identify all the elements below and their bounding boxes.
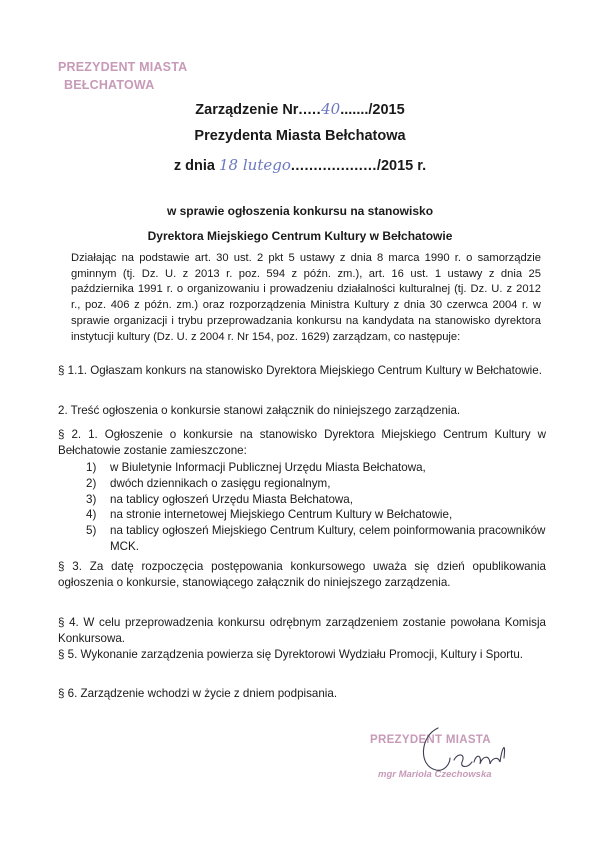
list-item: 4) na stronie internetowej Miejskiego Centrum Kultury w Bełchatowie,	[86, 508, 453, 522]
section-1-1: § 1.1. Ogłaszam konkurs na stanowisko Dyrektora Miejskiego Centrum Kultury w Bełchatowie.	[58, 364, 542, 377]
list-item: 1) w Biuletynie Informacji Publicznej Urzędu Miasta Bełchatowa,	[86, 461, 426, 474]
subject-line-1: w sprawie ogłoszenia konkursu na stanowisko	[166, 204, 434, 218]
president-stamp: PREZYDENT MIASTA	[370, 734, 491, 746]
handwritten-signature	[410, 718, 520, 788]
list-item: 3) na tablicy ogłoszeń Urzędu Miasta Bełchatowa,	[86, 492, 353, 506]
document-issuer: Prezydenta Miasta Bełchatowa	[194, 128, 406, 144]
signatory-name: mgr Mariola Czechowska	[378, 769, 492, 780]
list-item: 2) dwóch dziennikach o zasięgu regionalnym,	[86, 476, 331, 490]
document-date: z dnia 18 lutego.................../2015 r.	[173, 156, 427, 174]
list-item: 5) na tablicy ogłoszeń Miejskiego Centrum Kultury, celem poinformowania pracowników MCK.	[86, 524, 546, 553]
stamp-line-1: PREZYDENT MIASTA	[58, 60, 188, 74]
section-6: § 6. Zarządzenie wchodzi w życie z dniem podpisania.	[58, 687, 338, 700]
stamp-line-2: BEŁCHATOWA	[64, 78, 155, 92]
section-5: § 5. Wykonanie zarządzenia powierza się Dyrektorowi Wydziału Promocji, Kultury i Sportu.	[58, 648, 524, 661]
publication-list	[86, 460, 546, 555]
section-4: § 4. W celu przeprowadzenia konkursu odrębnym zarządzeniem zostanie powołana Komisja Konkursowa.	[58, 616, 546, 645]
office-stamp-top	[58, 58, 187, 94]
subject-line-2: Dyrektora Miejskiego Centrum Kultury w Bełchatowie	[147, 229, 453, 243]
section-2-1: § 2. 1. Ogłoszenie o konkursie na stanowisko Dyrektora Miejskiego Centrum Kultury w Bełchatowie zostanie zamieszczone:	[58, 428, 546, 457]
handwritten-number: 40	[321, 100, 341, 118]
section-1-2: 2. Treść ogłoszenia o konkursie stanowi załącznik do niniejszego zarządzenia.	[58, 404, 461, 417]
section-3: § 3. Za datę rozpoczęcia postępowania konkursowego uważa się dzień opublikowania ogłoszenia o konkursie, stanowiącego załącznik do niniejszego zarządzenia.	[58, 560, 546, 589]
legal-basis-paragraph: Działając na podstawie art. 30 ust. 2 pkt 5 ustawy z dnia 8 marca 1990 r. o samorządzie gminnym (tj. Dz. U. z 2013 r. poz. 594 z późn. zm.), art. 16 ust. 1 ustawy z dnia 25 października 1991 r. o organizowaniu i prowadzeniu działalności kulturalnej (tj. Dz. U. z 2012 r., poz. 406 z późn. zm.) oraz rozporządzenia Ministra Kultury z dnia 30 czerwca 2004 r. w sprawie organizacji i trybu przeprowadzania konkursu na kandydata na stanowisko dyrektora instytucji kultury (Dz. U. z 2004 r. Nr 154, poz. 1629) zarządzam, co następuje:	[71, 252, 541, 343]
handwritten-date: 18 lutego	[219, 156, 291, 174]
document-title: Zarządzenie Nr.....40......./2015	[195, 100, 405, 118]
